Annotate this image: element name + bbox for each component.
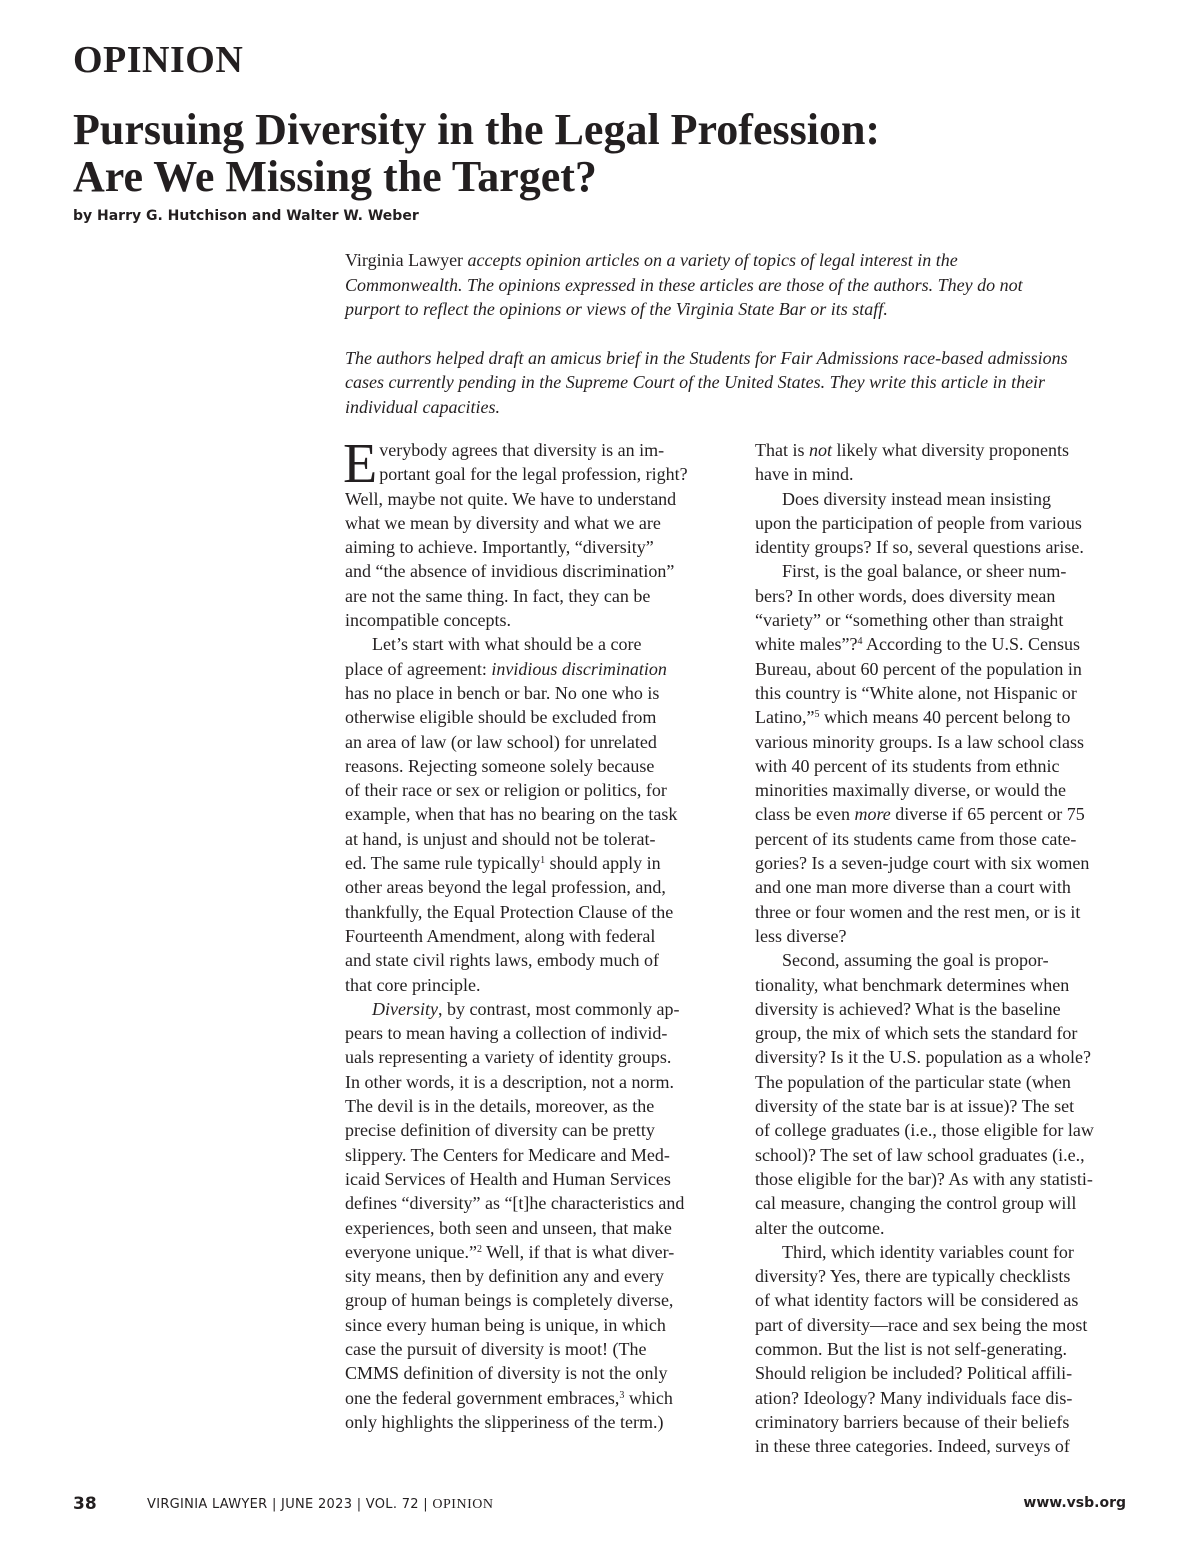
section-label: OPINION — [73, 39, 244, 81]
body-column-1: E verybody agrees that diversity is an im- portant goal for the legal profession, right? Well, maybe not quite. We have to understand what we mean by diversity and what we are aiming to achieve. Importantly, “diversity” and “the absence of invidious discrimination” are not the same thing. In fact, they can be incompatible concepts. Let’s start with what should be a core place of agreement: invidious discrimination has no place in bench or bar. No one who is otherwise eligible should be excluded from an area of law (or law school) for unrelated reasons. Rejecting someone solely because of their race or sex or religion or politics, for example, when that has no bearing on the task at hand, is unjust and should not be tolerat- ed. The same rule typically$^1$ should apply in other areas beyond the legal profession, and, thankfully, the Equal Protection Clause of the Fourteenth Amendment, along with federal and state civil rights laws, embody much of that core principle. Diversity, by contrast, most commonly ap- pears to mean having a collection of individ- uals representing a variety of identity groups. In other words, it is a description, not a norm. The devil is in the details, moreover, as the precise definition of diversity can be pretty slippery. The Centers for Medicare and Med- icaid Services of Health and Human Services defines “diversity” as “[t]he characteristics and experiences, both seen and unseen, that make everyone unique.”$^2$ Well, if that is what diver- sity means, then by definition any and every group of human beings is completely diverse, since every human being is unique, in which case the pursuit of diversity is moot! (The CMMS definition of diversity is not the only one the federal government embraces,$^3$ which only highlights the slipperiness of the term.) — [343, 433, 688, 1432]
byline: by Harry G. Hutchison and Walter W. Weber — [73, 208, 419, 224]
editor-note — [345, 248, 1145, 419]
running-head: VIRGINIA LAWYER | JUNE 2023 | VOL. 72 | OPINION — [147, 1497, 494, 1512]
footnote-ref-3[interactable]: 3 — [619, 1389, 625, 1401]
publication-name: Virginia Lawyer — [345, 250, 464, 270]
website-link[interactable]: www.vsb.org — [1023, 1495, 1126, 1511]
footnote-ref-1[interactable]: 1 — [540, 855, 546, 867]
title-line-1: Pursuing Diversity in the Legal Profession: — [73, 105, 881, 154]
page-number: 38 — [73, 1494, 97, 1514]
footnote-ref-5[interactable]: 5 — [814, 709, 820, 721]
article-title — [73, 106, 880, 200]
footnote-ref-2[interactable]: 2 — [476, 1243, 482, 1255]
page-footer — [0, 1494, 1200, 1518]
title-line-2: Are We Missing the Target? — [73, 152, 597, 201]
editor-note-paragraph-1: Virginia Lawyer accepts opinion articles on a variety of topics of legal interest in the Commonwealth. The opinions expressed in these articles are those of the authors. They do not purport to reflect the opinions or views of the Virginia State Bar or its staff. — [345, 250, 1023, 319]
body-column-2: That is not likely what diversity proponents have in mind. Does diversity instead mean insisting upon the participation of people from various identity groups? If so, several questions arise. First, is the goal balance, or sheer num- bers? In other words, does diversity mean “variety” or “something other than straight white males”?$^4$ According to the U.S. Census Bureau, about 60 percent of the population in this country is “White alone, not Hispanic or Latino,”$^5$ which means 40 percent belong to various minority groups. Is a law school class with 40 percent of its students from ethnic minorities maximally diverse, or would the class be even more diverse if 65 percent or 75 percent of its students came from those cate- gories? Is a seven-judge court with six women and one man more diverse than a court with three or four women and the rest men, or is it less diverse? Second, assuming the goal is propor- tionality, what benchmark determines when diversity is achieved? What is the baseline group, the mix of which sets the standard for diversity? Is it the U.S. population as a whole? The population of the particular state (when diversity of the state bar is at issue)? The set of college graduates (i.e., those eligible for law school)? The set of law school graduates (i.e., those eligible for the bar)? As with any statisti- cal measure, changing the control group will alter the outcome. Third, which identity variables count for diversity? Yes, there are typically checklists of what identity factors will be considered as part of diversity—race and sex being the most common. But the list is not self-generating. Should religion be included? Political affili- ation? Ideology? Many individuals face dis- criminatory barriers because of their beliefs in these three categories. Indeed, surveys of — [755, 440, 1094, 1457]
running-section: OPINION — [432, 1497, 494, 1512]
drop-cap: E — [343, 433, 378, 495]
editor-note-paragraph-2: The authors helped draft an amicus brief in the Students for Fair Admissions race-based admissions cases currently pending in the Supreme Court of the United States. They write this article in their individual capacities. — [345, 347, 1068, 417]
footnote-ref-4[interactable]: 4 — [857, 636, 863, 648]
